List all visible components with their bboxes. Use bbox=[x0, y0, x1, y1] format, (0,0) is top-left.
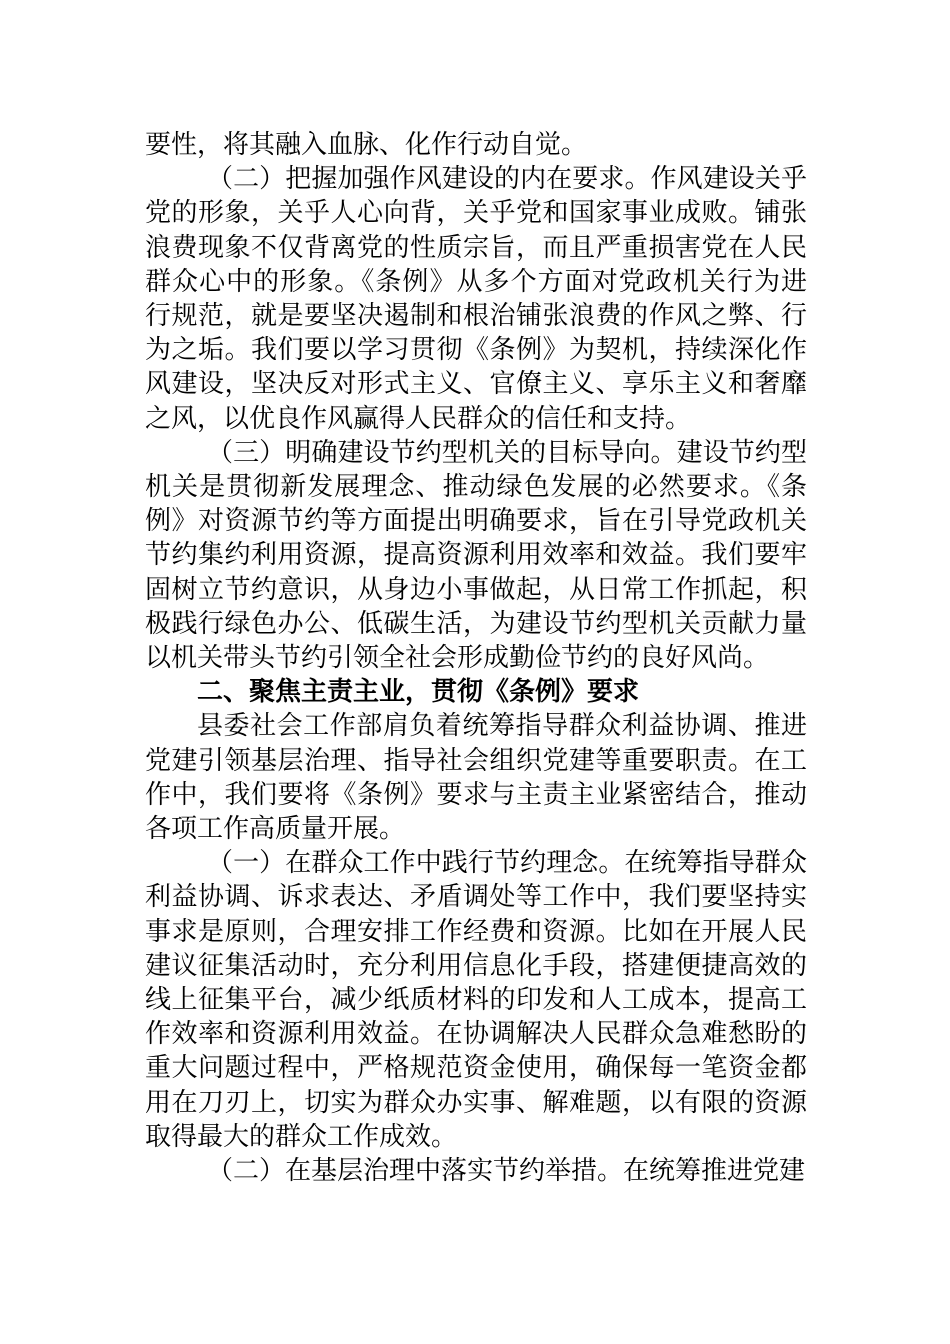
section-heading-2: 二、聚焦主责主业，贯彻《条例》要求 bbox=[197, 677, 640, 708]
document-body bbox=[145, 128, 807, 1188]
paragraph-subsection-3: （三）明确建设节约型机关的目标导向。建设节约型机关是贯彻新发展理念、推动绿色发展的必然要求。《条例》对资源节约等方面提出明确要求，旨在引导党政机关节约集约利用资源，提高资源利用效率和效益。我们要牢固树立节约意识，从身边小事做起，从日常工作抓起，积极践行绿色办公、低碳生活，为建设节约型机关贡献力量以机关带头节约引领全社会形成勤俭节约的良好风尚。 bbox=[145, 437, 807, 674]
paragraph-continuation: 要性，将其融入血脉、化作行动自觉。 bbox=[145, 130, 588, 160]
paragraph-subsection-2b: （二）在基层治理中落实节约举措。在统筹推进党建 bbox=[207, 1156, 806, 1187]
paragraph-subsection-1: （一）在群众工作中践行节约理念。在统筹指导群众利益协调、诉求表达、矛盾调处等工作中，我们要坚持实事求是原则，合理安排工作经费和资源。比如在开展人民建议征集活动时，充分利用信息化手段，搭建便捷高效的线上征集平台，减少纸质材料的印发和人工成本，提高工作效率和资源利用效益。在协调解决人民群众急难愁盼的重大问题过程中，严格规范资金使用，确保每一笔资金都用在刀刃上，切实为群众办实事、解难题，以有限的资源取得最大的群众工作成效。 bbox=[145, 848, 807, 1152]
paragraph-section-intro: 县委社会工作部肩负着统筹指导群众利益协调、推进党建引领基层治理、指导社会组织党建等重要职责。在工作中，我们要将《条例》要求与主责主业紧密结合，推动各项工作高质量开展。 bbox=[145, 711, 807, 845]
paragraph-subsection-2: （二）把握加强作风建设的内在要求。作风建设关乎党的形象，关乎人心向背，关乎党和国家事业成败。铺张浪费现象不仅背离党的性质宗旨，而且严重损害党在人民群众心中的形象。《条例》从多个方面对党政机关行为进行规范，就是要坚决遏制和根治铺张浪费的作风之弊、行为之垢。我们要以学习贯彻《条例》为契机，持续深化作风建设，坚决反对形式主义、官僚主义、享乐主义和奢靡之风，以优良作风赢得人民群众的信任和支持。 bbox=[145, 164, 807, 434]
